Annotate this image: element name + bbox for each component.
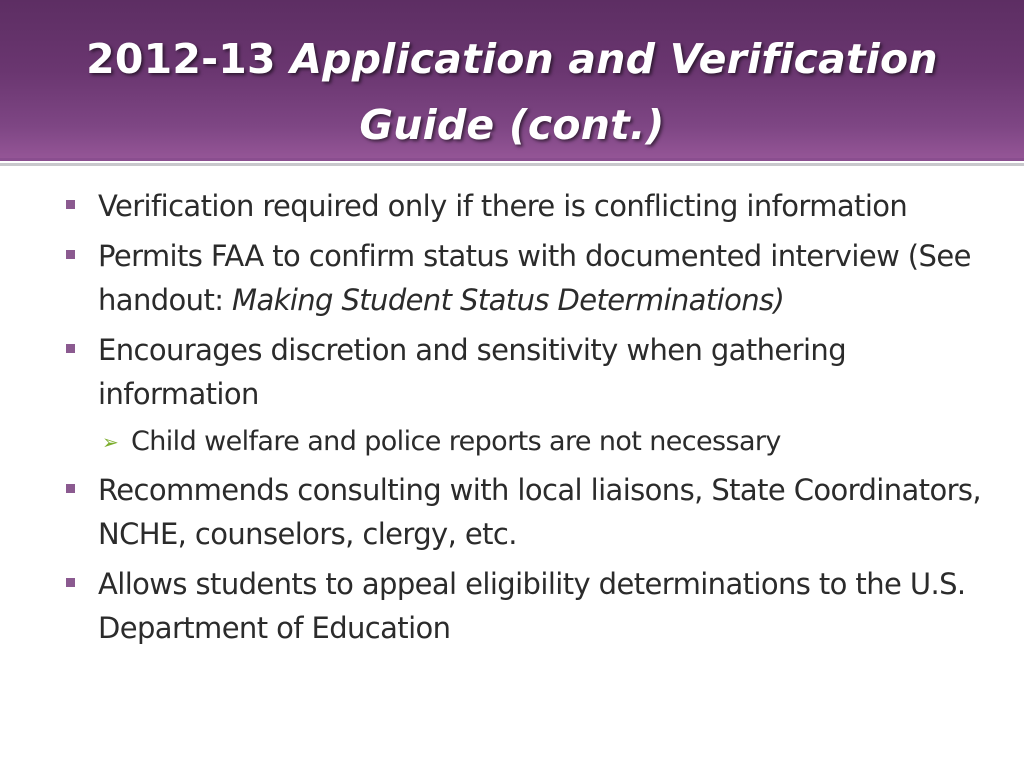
bullet-text: Permits FAA to confirm status with documented interview (See handout: xyxy=(98,239,971,317)
bullet-italic-text: Making Student Status Determinations) xyxy=(232,283,785,317)
bullet-item xyxy=(62,328,982,416)
bullet-item xyxy=(62,562,982,650)
square-bullet-icon xyxy=(66,250,75,259)
title-line-2: Guide (cont.) xyxy=(359,101,665,149)
bullet-text: Verification required only if there is conflicting information xyxy=(98,189,908,223)
square-bullet-icon xyxy=(66,484,75,493)
bullet-item xyxy=(62,184,982,228)
title-italic: Application and Verification xyxy=(290,35,938,83)
sub-bullet-item xyxy=(62,422,982,462)
bullet-text: Encourages discretion and sensitivity when gathering information xyxy=(98,333,847,411)
arrow-bullet-icon: ➢ xyxy=(102,430,119,454)
bullet-item xyxy=(62,468,982,556)
square-bullet-icon xyxy=(66,578,75,587)
sub-bullet-text: Child welfare and police reports are not necessary xyxy=(131,426,781,457)
title-divider xyxy=(0,158,1024,161)
bullet-item xyxy=(62,234,982,322)
bullet-text: Recommends consulting with local liaisons, State Coordinators, NCHE, counselors, clergy, etc. xyxy=(98,473,982,551)
bullet-text: Allows students to appeal eligibility determinations to the U.S. Department of Education xyxy=(98,567,966,645)
slide-title xyxy=(40,26,984,158)
square-bullet-icon xyxy=(66,200,75,209)
title-prefix: 2012-13 xyxy=(86,35,291,83)
bullet-list xyxy=(62,184,982,656)
square-bullet-icon xyxy=(66,344,75,353)
title-divider-light xyxy=(0,163,1024,166)
